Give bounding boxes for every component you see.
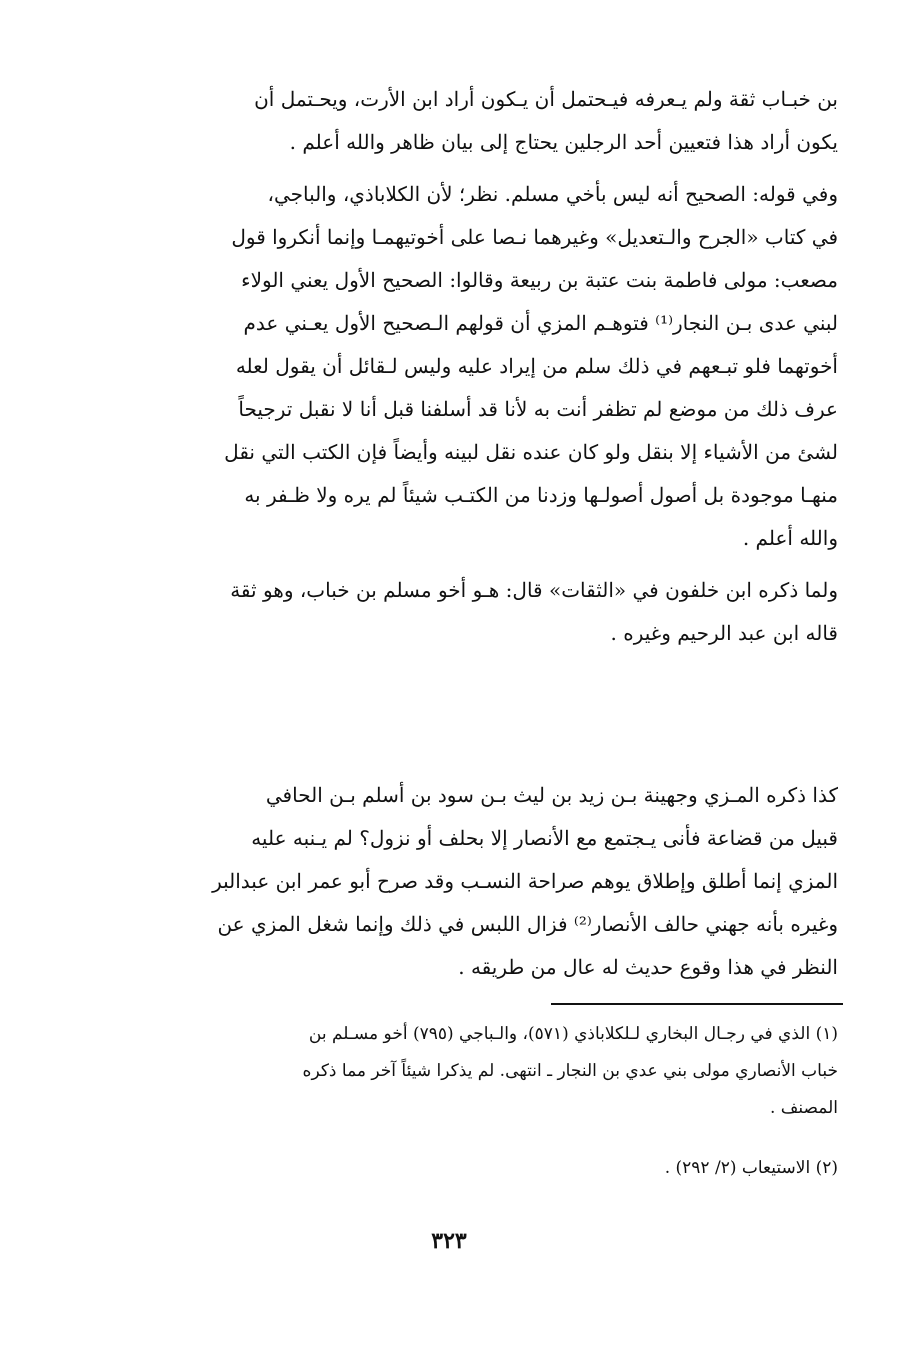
body-line: يكون أراد هذا فتعيين أحد الرجلين يحتاج إلى بيان ظاهر والله أعلم . (289, 130, 838, 154)
body-line: لبني عدى بـن النجار⁽¹⁾ فتوهـم المزي أن قولهم الـصحيح الأول يعـني عدم (243, 311, 838, 335)
body-line: والله أعلم . (742, 526, 838, 550)
page-number: ٣٢٣ (431, 1228, 467, 1254)
body-line: عرف ذلك من موضع لم تظفر أنت به لأنا قد أسلفنا قبل أنا لا نقبل ترجيحاً (238, 397, 838, 421)
body-line: منهـا موجودة بل أصول أصولـها وزدنا من الكتـب شيئاً لم يره ولا ظـفر به (244, 483, 838, 507)
body-line: النظر في هذا وقوع حديث له عال من طريقه . (458, 955, 838, 979)
body-line: كذا ذكره المـزي وجهينة بـن زيد بن ليث بـن سود بن أسلم بـن الحافي (265, 783, 838, 807)
footnote-line: (٢) الاستيعاب (٢/ ٢٩٢) . (664, 1158, 838, 1178)
body-line: وفي قوله: الصحيح أنه ليس بأخي مسلم. نظر؛ لأن الكلاباذي، والباجي، (267, 182, 838, 206)
body-line: بن خبـاب ثقة ولم يـعرفه فيـحتمل أن يـكون أراد ابن الأرت، ويحـتمل أن (254, 87, 838, 111)
body-line: المزي إنما أطلق وإطلاق يوهم صراحة النسـب وقد صرح أبو عمر ابن عبدالبر (212, 869, 838, 893)
body-line: ولما ذكره ابن خلفون في «الثقات» قال: هـو أخو مسلم بن خباب، وهو ثقة (230, 578, 838, 602)
footnote-line: المصنف . (769, 1098, 838, 1118)
footnote-separator (551, 1003, 843, 1005)
body-line: لشئ من الأشياء إلا بنقل ولو كان عنده نقل لبينه وأيضاً فإن الكتب التي نقل (224, 440, 838, 464)
body-line: قاله ابن عبد الرحيم وغيره . (610, 621, 838, 645)
body-line: قبيل من قضاعة فأنى يـجتمع مع الأنصار إلا بحلف أو نزول؟ لم يـنبه عليه (251, 826, 838, 850)
body-line: مصعب: مولى فاطمة بنت عتبة بن ربيعة وقالوا: الصحيح الأول يعني الولاء (241, 268, 838, 292)
footnote-line: خباب الأنصاري مولى بني عدي بن النجار ـ انتهى. لم يذكرا شيئاً آخر مما ذكره (302, 1061, 838, 1081)
footnote-line: (١) الذي في رجـال البخاري لـلكلاباذي (٥٧١)، والـباجي (٧٩٥) أخو مسـلم بن (308, 1024, 838, 1044)
body-line: في كتاب «الجرح والـتعديل» وغيرهما نـصا على أخوتيهمـا وإنما أنكروا قول (231, 225, 838, 249)
body-line: وغيره بأنه جهني حالف الأنصار⁽²⁾ فزال اللبس في ذلك وإنما شغل المزي عن (217, 912, 838, 936)
body-line: أخوتهما فلو تبـعهم في ذلك سلم من إيراد عليه وليس لـقائل أن يقول لعله (235, 354, 838, 378)
